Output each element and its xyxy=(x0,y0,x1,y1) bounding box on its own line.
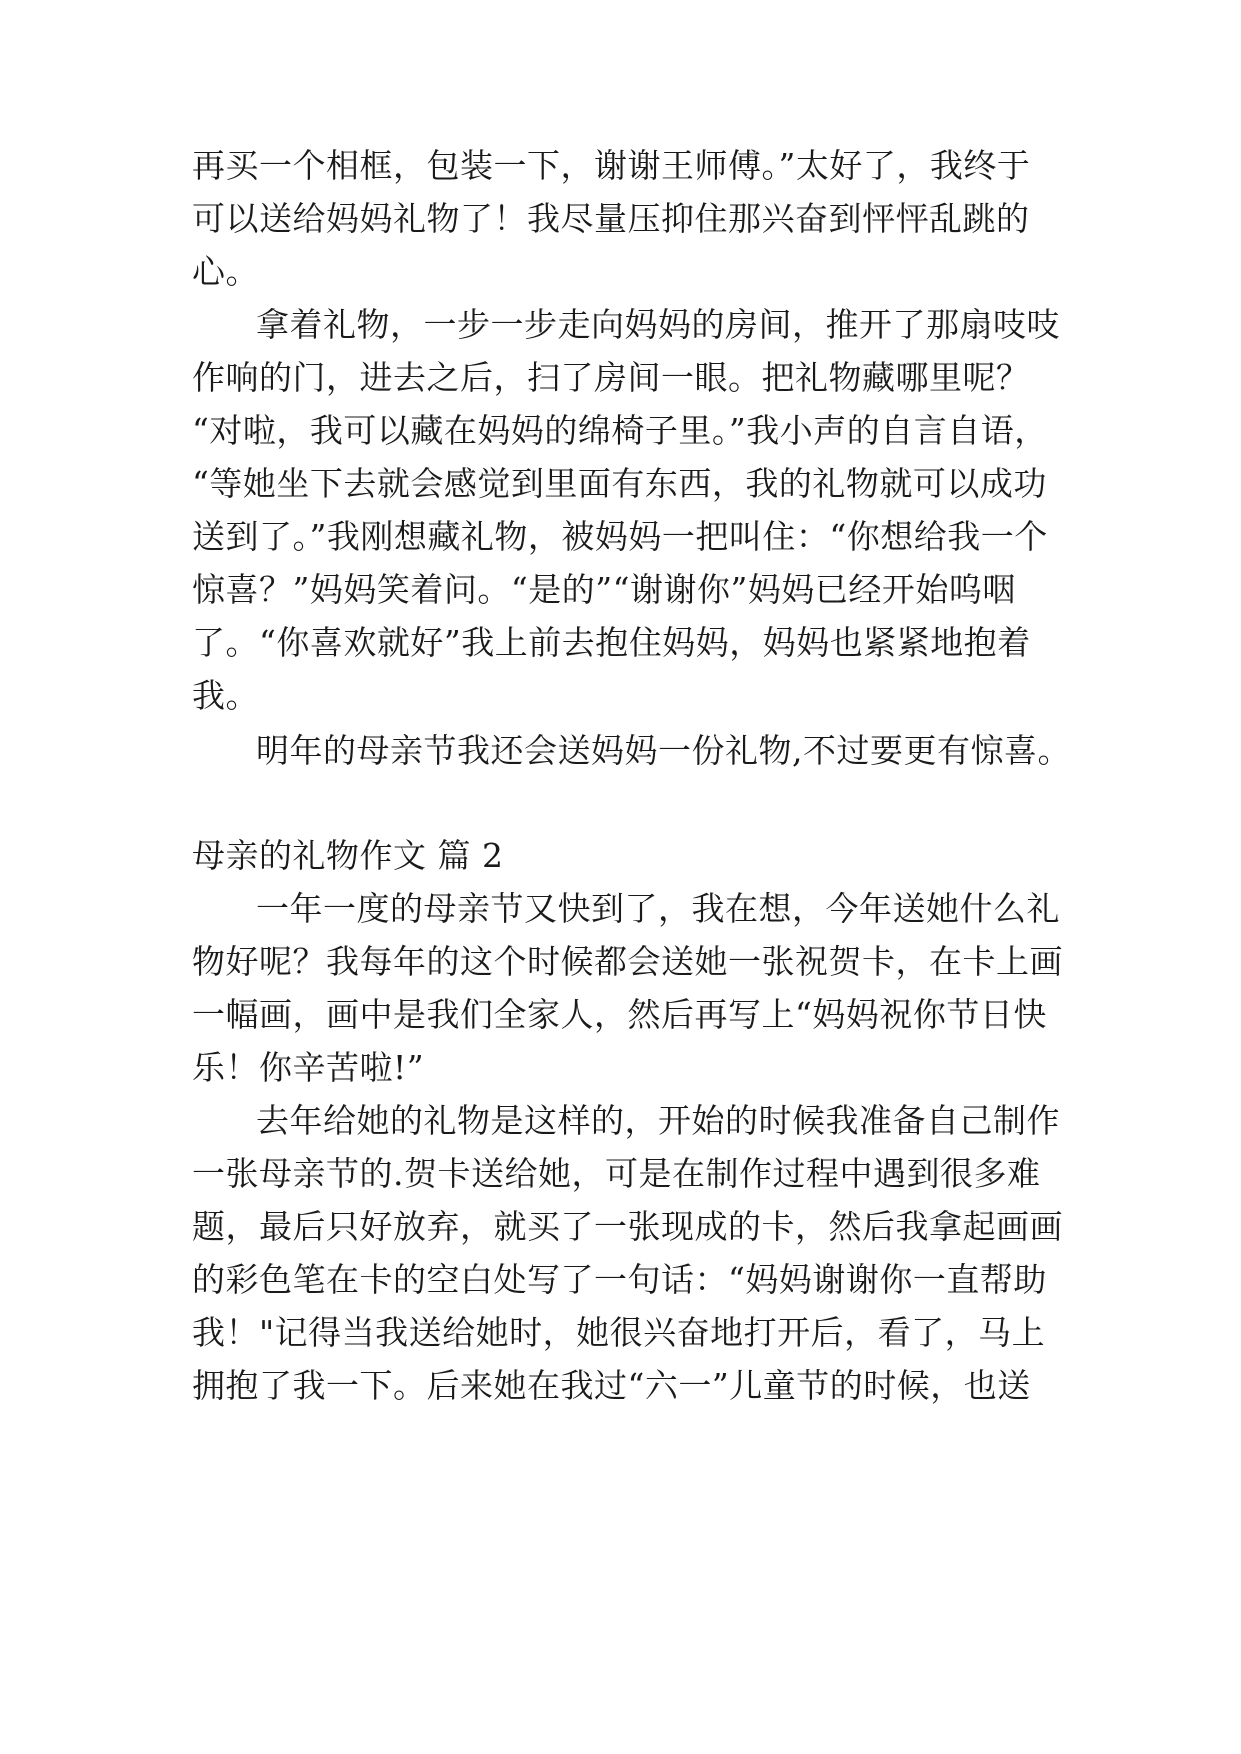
paragraph-line: “对啦，我可以藏在妈妈的绵椅子里。”我小声的自言自语， xyxy=(192,411,1048,450)
paragraph-line: 一幅画，画中是我们全家人，然后再写上“妈妈祝你节日快 xyxy=(192,995,1047,1034)
paragraph-line: 了。“你喜欢就好”我上前去抱住妈妈，妈妈也紧紧地抱着 xyxy=(192,623,1031,662)
paragraph-line: “等她坐下去就会感觉到里面有东西，我的礼物就可以成功 xyxy=(192,464,1047,503)
paragraph-line: 的彩色笔在卡的空白处写了一句话：“妈妈谢谢你一直帮助 xyxy=(192,1260,1047,1299)
paragraph-line: 物好呢？我每年的这个时候都会送她一张祝贺卡，在卡上画 xyxy=(192,942,1063,981)
paragraph-line: 再买一个相框，包装一下，谢谢王师傅。”太好了，我终于 xyxy=(192,146,1031,185)
section-title: 母亲的礼物作文 篇 2 xyxy=(192,836,504,875)
paragraph-line: 去年给她的礼物是这样的，开始的时候我准备自己制作 xyxy=(256,1101,1060,1140)
paragraph-line: 题，最后只好放弃，就买了一张现成的卡，然后我拿起画画 xyxy=(192,1207,1063,1246)
paragraph-line: 我。 xyxy=(192,676,259,715)
paragraph-line: 拿着礼物，一步一步走向妈妈的房间，推开了那扇吱吱 xyxy=(256,305,1060,344)
paragraph-line: 明年的母亲节我还会送妈妈一份礼物,不过要更有惊喜。 xyxy=(256,731,1071,770)
paragraph-line: 惊喜？”妈妈笑着问。“是的”“谢谢你”妈妈已经开始呜咽 xyxy=(192,570,1016,609)
paragraph-line: 我！"记得当我送给她时，她很兴奋地打开后，看了，马上 xyxy=(192,1313,1046,1352)
paragraph-line: 心。 xyxy=(192,252,259,291)
paragraph-line: 拥抱了我一下。后来她在我过“六一”儿童节的时候，也送 xyxy=(192,1366,1031,1405)
paragraph-line: 可以送给妈妈礼物了！我尽量压抑住那兴奋到怦怦乱跳的 xyxy=(192,199,1030,238)
paragraph-line: 作响的门，进去之后，扫了房间一眼。把礼物藏哪里呢？ xyxy=(192,358,1030,397)
paragraph-line: 送到了。”我刚想藏礼物，被妈妈一把叫住：“你想给我一个 xyxy=(192,517,1048,556)
paragraph-line: 一年一度的母亲节又快到了，我在想，今年送她什么礼 xyxy=(256,889,1060,928)
paragraph-line: 乐！你辛苦啦!” xyxy=(192,1048,425,1087)
paragraph-line: 一张母亲节的.贺卡送给她，可是在制作过程中遇到很多难 xyxy=(192,1154,1041,1193)
